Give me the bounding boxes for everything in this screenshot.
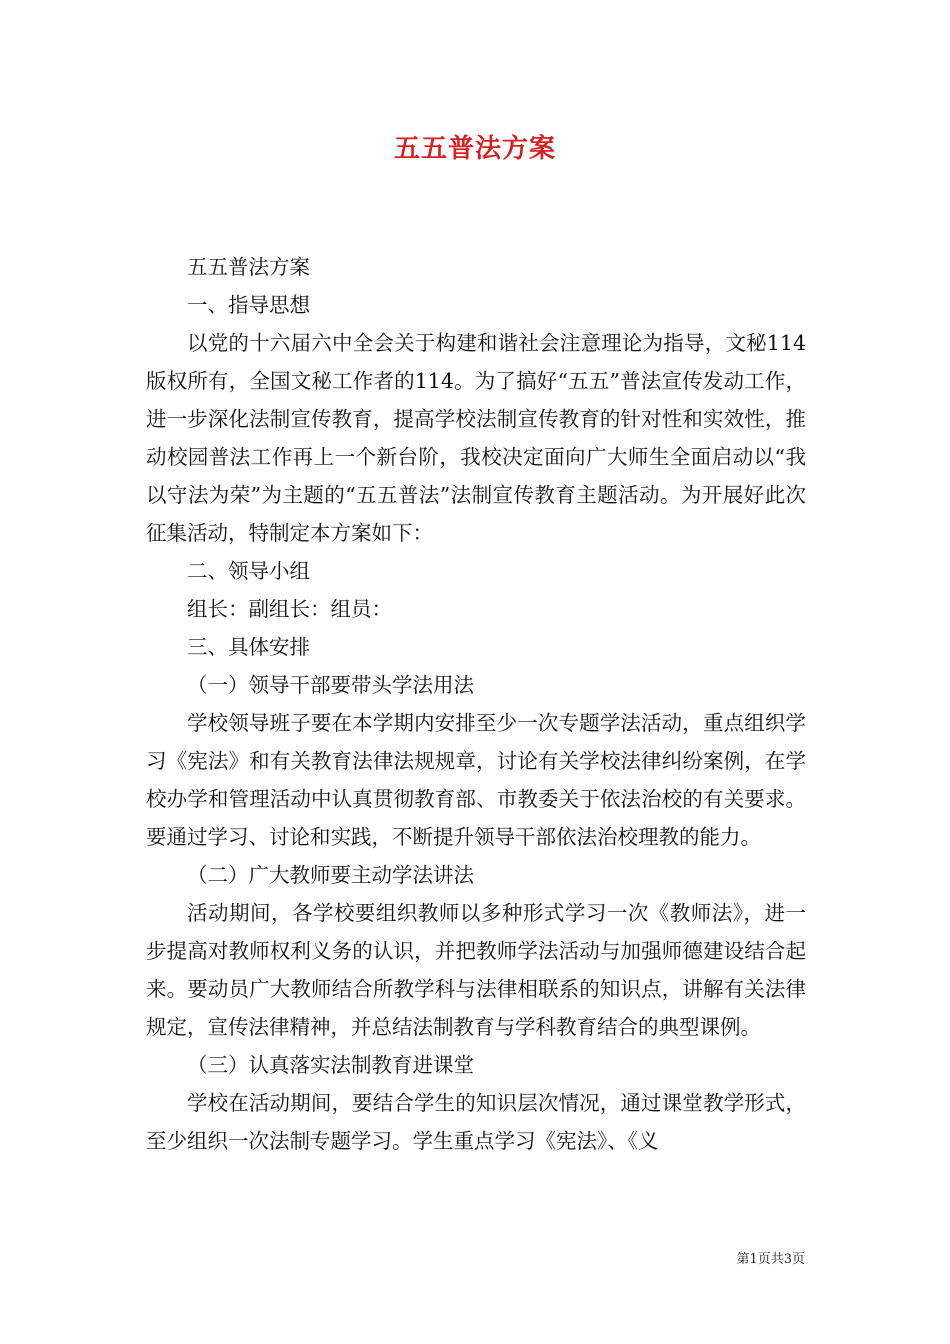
paragraph: 以党的十六届六中全会关于构建和谐社会注意理论为指导，文秘114版权所有，全国文秘工作者的114。为了搞好“五五”普法宣传发动工作，进一步深化法制宣传教育，提高学校法制宣传教育的针对性和实效性，推动校园普法工作再上一个新台阶，我校决定面向广大师生全面启动以“我以守法为荣”为主题的“五五普法”法制宣传教育主题活动。为开展好此次征集活动，特制定本方案如下： [146,331,806,545]
subsection-heading: （二）广大教师要主动学法讲法 [187,863,474,887]
subsection-heading: （三）认真落实法制教育进课堂 [187,1053,474,1077]
paragraph: 组长：副组长：组员： [187,597,392,621]
paragraph: 学校在活动期间，要结合学生的知识层次情况，通过课堂教学形式，至少组织一次法制专题学习。学生重点学习《宪法》、《义 [146,1091,806,1153]
section-heading-guiding-ideology: 一、指导思想 [187,293,310,317]
subsection-heading: （一）领导干部要带头学法用法 [187,673,474,697]
document-body [146,248,806,1160]
section-heading-arrangements: 三、具体安排 [187,635,310,659]
section-heading-leadership-group: 二、领导小组 [187,559,310,583]
paragraph: 学校领导班子要在本学期内安排至少一次专题学法活动，重点组织学习《宪法》和有关教育法律法规规章，讨论有关学校法律纠纷案例，在学校办学和管理活动中认真贯彻教育部、市教委关于依法治校的有关要求。要通过学习、讨论和实践，不断提升领导干部依法治校理教的能力。 [146,711,806,849]
page-number: 第1页共3页 [736,1252,805,1267]
paragraph: 活动期间，各学校要组织教师以多种形式学习一次《教师法》，进一步提高对教师权利义务的认识，并把教师学法活动与加强师德建设结合起来。要动员广大教师结合所教学科与法律相联系的知识点，讲解有关法律规定，宣传法律精神，并总结法制教育与学科教育结合的典型课例。 [146,901,806,1039]
paragraph-heading: 五五普法方案 [187,255,310,279]
document-title: 五五普法方案 [393,134,556,164]
